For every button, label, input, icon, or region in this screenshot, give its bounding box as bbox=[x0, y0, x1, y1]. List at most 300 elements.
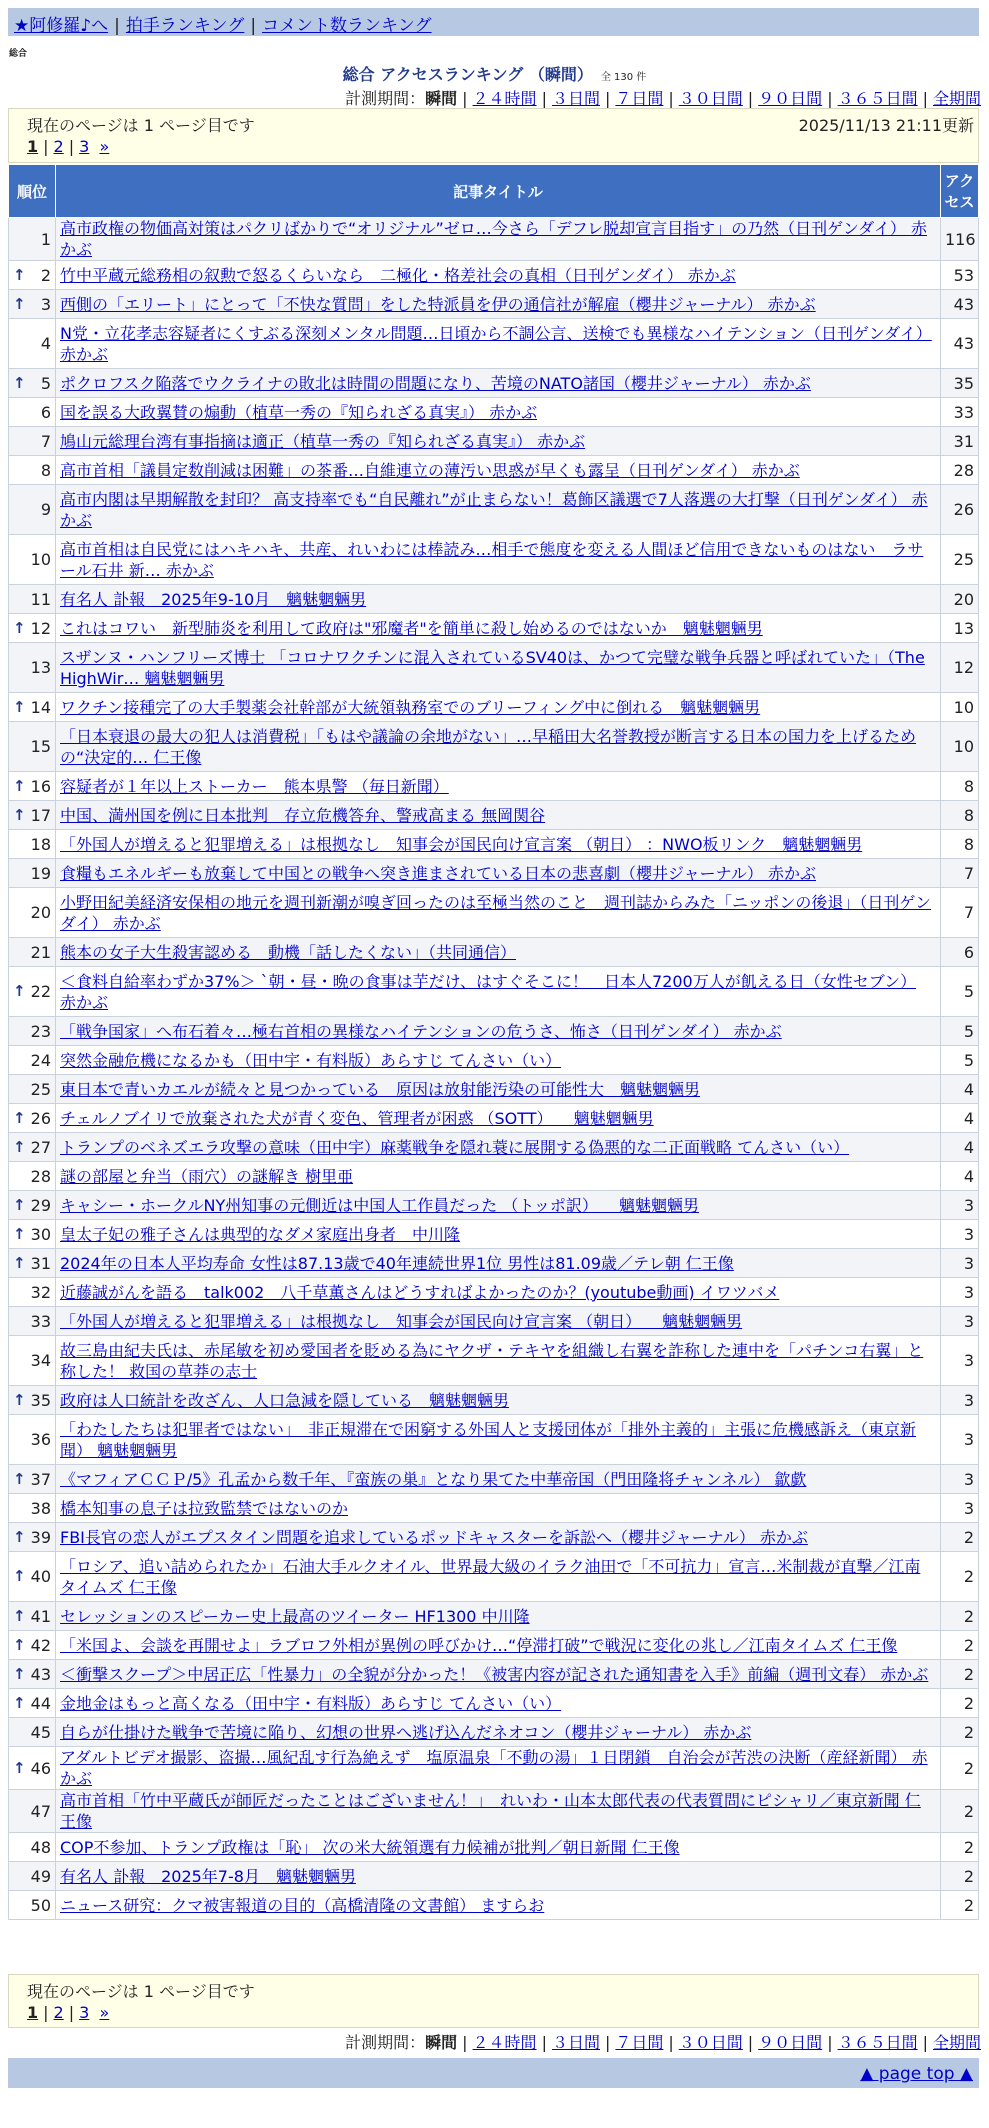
rank-cell bbox=[9, 614, 56, 643]
access-count: 28 bbox=[941, 456, 979, 485]
period-selector-bottom bbox=[345, 2030, 981, 2053]
home-link[interactable]: ★阿修羅♪へ bbox=[14, 16, 109, 36]
table-row bbox=[9, 1494, 979, 1523]
article-link[interactable]: チェルノブイリで放棄された犬が青く変色、管理者が困惑 （SOTT） 魑魅魍魎男 bbox=[60, 1108, 654, 1128]
article-link[interactable]: ニュース研究：クマ被害報道の目的（高橋清隆の文書館） ますらお bbox=[60, 1895, 545, 1915]
access-count: 6 bbox=[941, 938, 979, 967]
arrow-up-icon: ↑ bbox=[13, 805, 26, 824]
paging-box-bottom bbox=[8, 1974, 979, 2028]
title-cell bbox=[56, 290, 941, 319]
bottom-period-link[interactable]: ２４時間 bbox=[472, 2033, 537, 2052]
table-row bbox=[9, 859, 979, 888]
access-count: 3 bbox=[941, 1220, 979, 1249]
page-link[interactable]: 3 bbox=[79, 2003, 90, 2022]
rank-number: 46 bbox=[30, 1758, 51, 1778]
table-row bbox=[9, 938, 979, 967]
article-link[interactable]: 故三島由紀夫氏は、赤尾敏を初め愛国者を貶める為にヤクザ・テキヤを組織し右翼を詐称した連中を「パチンコ右翼」と称した！ 救国の草莽の志士 bbox=[60, 1340, 924, 1381]
rank-cell bbox=[9, 1631, 56, 1660]
access-count: 2 bbox=[941, 1689, 979, 1718]
article-link[interactable]: スザンヌ・ハンフリーズ博士 「コロナワクチンに混入されているSV40は、かつて完璧な戦争兵器と呼ばれていた」（The HighWir… 魑魅魍魎男 bbox=[60, 647, 925, 688]
article-link[interactable]: 食糧もエネルギーも放棄して中国との戦争へ突き進まされている日本の悲喜劇（櫻井ジャーナル） 赤かぶ bbox=[60, 863, 816, 883]
top-period-link[interactable]: 全期間 bbox=[932, 89, 981, 108]
access-count: 5 bbox=[941, 1017, 979, 1046]
rank-cell bbox=[9, 693, 56, 722]
arrow-up-icon: ↑ bbox=[13, 265, 26, 284]
article-link[interactable]: 「わたしたちは犯罪者ではない」 非正規滞在で困窮する外国人と支援団体が「排外主義的」主張に危機感訴え（東京新聞） 魑魅魍魎男 bbox=[60, 1419, 917, 1460]
article-link[interactable]: 高市政権の物価高対策はパクリばかりで“オリジナル”ゼロ…今さら「デフレ脱却宣言目指す」の乃然（日刊ゲンダイ） 赤かぶ bbox=[60, 219, 927, 259]
article-link[interactable]: 容疑者が１年以上ストーカー 熊本県警 （毎日新聞） bbox=[60, 776, 449, 796]
title-cell bbox=[56, 1046, 941, 1075]
title-header: 記事タイトル bbox=[56, 165, 941, 218]
access-count: 10 bbox=[941, 693, 979, 722]
rank-number: 40 bbox=[30, 1567, 51, 1586]
separator: | bbox=[668, 2033, 674, 2052]
title-cell bbox=[56, 1494, 941, 1523]
rank-number: 43 bbox=[30, 1664, 51, 1684]
table-row bbox=[9, 319, 979, 369]
article-link[interactable]: 2024年の日本人平均寿命 女性は87.13歳で40年連続世界1位 男性は81.09歳／テレ朝 仁王像 bbox=[60, 1253, 734, 1273]
table-row bbox=[9, 369, 979, 398]
rank-header: 順位 bbox=[9, 165, 56, 218]
arrow-up-icon: ↑ bbox=[13, 294, 26, 313]
title-cell bbox=[56, 585, 941, 614]
table-row bbox=[9, 1718, 979, 1747]
separator: | bbox=[43, 2003, 49, 2022]
article-link[interactable]: ワクチン接種完了の大手製薬会社幹部が大統領執務室でのブリーフィング中に倒れる 魑魅魍魎男 bbox=[60, 697, 761, 717]
bottom-period-link[interactable]: 全期間 bbox=[932, 2033, 981, 2052]
article-link[interactable]: 突然金融危機になるかも（田中宇・有料版）あらすじ てんさい（い） bbox=[60, 1050, 562, 1070]
rank-number: 11 bbox=[30, 589, 51, 609]
rank-number: 31 bbox=[30, 1253, 51, 1273]
article-link[interactable]: 「米国よ、会談を再開せよ」ラブロフ外相が異例の呼びかけ…“停滞打破”で戦況に変化の兆し／江南タイムズ 仁王像 bbox=[60, 1635, 898, 1655]
title-cell bbox=[56, 938, 941, 967]
bottom-period-link[interactable]: ３日間 bbox=[551, 2033, 600, 2052]
access-count: 20 bbox=[941, 585, 979, 614]
article-link[interactable]: N党・立花孝志容疑者にくすぶる深刻メンタル問題…日頃から不調公言、送検でも異様なハイテンション（日刊ゲンダイ） 赤かぶ bbox=[60, 323, 932, 364]
title-cell bbox=[56, 1747, 941, 1790]
spacer bbox=[89, 2003, 99, 2022]
article-link[interactable]: FBI長官の恋人がエプスタイン問題を追求しているポッドキャスターを訴訟へ（櫻井ジャーナル） 赤かぶ bbox=[60, 1527, 808, 1547]
rank-cell bbox=[9, 1689, 56, 1718]
period-label: 計測期間： bbox=[345, 2033, 426, 2052]
rank-number: 34 bbox=[30, 1351, 51, 1370]
title-cell bbox=[56, 1249, 941, 1278]
paging-box-top bbox=[8, 108, 979, 163]
article-link[interactable]: 皇太子妃の雅子さんは典型的なダメ家庭出身者 中川隆 bbox=[60, 1224, 461, 1244]
rank-cell bbox=[9, 967, 56, 1017]
page-link[interactable]: 2 bbox=[53, 2003, 64, 2022]
separator: | bbox=[922, 2033, 928, 2052]
table-row bbox=[9, 1689, 979, 1718]
rank-cell bbox=[9, 218, 56, 261]
spacer bbox=[89, 137, 99, 156]
article-link[interactable]: 熊本の女子大生殺害認める 動機「話したくない」（共同通信） bbox=[60, 942, 517, 962]
bottom-period-link[interactable]: ９０日間 bbox=[758, 2033, 823, 2052]
article-link[interactable]: アダルトビデオ撮影、盗撮…風紀乱す行為絶えず 塩原温泉「不動の湯」１日閉鎖 自治会が苦渋の決断（産経新聞） 赤かぶ bbox=[60, 1748, 928, 1788]
access-count: 2 bbox=[941, 1631, 979, 1660]
separator: | bbox=[541, 2033, 547, 2052]
article-link[interactable]: 鳩山元総理台湾有事指摘は適正（植草一秀の『知られざる真実』） 赤かぶ bbox=[60, 431, 586, 451]
title-cell bbox=[56, 427, 941, 456]
access-count: 5 bbox=[941, 967, 979, 1017]
title-cell bbox=[56, 1790, 941, 1833]
top-period-link[interactable]: ９０日間 bbox=[758, 89, 823, 108]
table-row bbox=[9, 643, 979, 693]
page-link[interactable]: 2 bbox=[53, 137, 64, 156]
rank-number: 48 bbox=[30, 1837, 51, 1857]
arrow-up-icon: ↑ bbox=[13, 1567, 26, 1585]
title-cell bbox=[56, 1689, 941, 1718]
arrow-up-icon: ↑ bbox=[13, 373, 26, 392]
access-count: 3 bbox=[941, 1465, 979, 1494]
rank-cell bbox=[9, 319, 56, 369]
separator: | bbox=[827, 2033, 833, 2052]
arrow-up-icon: ↑ bbox=[13, 618, 26, 637]
article-link[interactable]: 東日本で青いカエルが続々と見つかっている 原因は放射能汚染の可能性大 魑魅魍魎男 bbox=[60, 1079, 701, 1099]
rank-number: 41 bbox=[30, 1606, 51, 1626]
comment-ranking-link[interactable]: コメント数ランキング bbox=[262, 16, 432, 36]
table-row bbox=[9, 1162, 979, 1191]
title-cell bbox=[56, 1336, 941, 1386]
article-link[interactable]: 《マフィアＣＣＰ/5》孔孟から数千年、『蛮族の巣』となり果てた中華帝国（門田隆将チャンネル） 歙歔 bbox=[60, 1469, 807, 1489]
title-cell bbox=[56, 456, 941, 485]
table-header-row bbox=[9, 165, 979, 218]
top-period-link[interactable]: ２４時間 bbox=[472, 89, 537, 108]
article-link[interactable]: 高市首相は自民党にはハキハキ、共産、れいわには棒読み…相手で態度を変える人間ほど信用できないものはない ラサール石井 新… 赤かぶ bbox=[60, 539, 924, 580]
rank-number: 16 bbox=[30, 776, 51, 796]
separator: | bbox=[604, 2033, 611, 2052]
article-link[interactable]: 「戦争国家」へ布石着々…極右首相の異様なハイテンションの危うさ、怖さ（日刊ゲンダイ） 赤かぶ bbox=[60, 1021, 782, 1041]
arrow-up-icon: ↑ bbox=[13, 776, 26, 795]
title-cell bbox=[56, 218, 941, 261]
rank-number: 22 bbox=[30, 982, 51, 1001]
table-row bbox=[9, 830, 979, 859]
access-count: 2 bbox=[941, 1833, 979, 1862]
table-row bbox=[9, 614, 979, 643]
top-period-link[interactable]: ３０日間 bbox=[678, 89, 743, 108]
access-count: 3 bbox=[941, 1386, 979, 1415]
rank-cell bbox=[9, 1415, 56, 1465]
article-link[interactable]: 小野田紀美経済安保相の地元を週刊新潮が嗅ぎ回ったのは至極当然のこと 週刊誌からみた「ニッポンの後退」（日刊ゲンダイ） 赤かぶ bbox=[60, 892, 932, 933]
rank-cell bbox=[9, 1833, 56, 1862]
ranking-title: 総合 アクセスランキング （瞬間） bbox=[342, 65, 593, 84]
table-row bbox=[9, 1552, 979, 1602]
access-count: 2 bbox=[941, 1523, 979, 1552]
rank-number: 49 bbox=[30, 1866, 51, 1886]
separator: | bbox=[668, 89, 674, 108]
title-cell bbox=[56, 1386, 941, 1415]
article-link[interactable]: トランプのベネズエラ攻撃の意味（田中宇）麻薬戦争を隠れ蓑に展開する偽悪的な二正面戦略 てんさい（い） bbox=[60, 1137, 850, 1157]
access-count: 12 bbox=[941, 643, 979, 693]
table-row bbox=[9, 1075, 979, 1104]
article-link[interactable]: 「外国人が増えると犯罪増える」は根拠なし 知事会が国民向け宣言案 （朝日） 魑魅魍魎男 bbox=[60, 1311, 743, 1331]
title-cell bbox=[56, 1660, 941, 1689]
article-link[interactable]: 竹中平蔵元総務相の叙勲で怒るくらいなら 二極化・格差社会の真相（日刊ゲンダイ） 赤かぶ bbox=[60, 265, 736, 285]
arrow-up-icon: ↑ bbox=[13, 982, 26, 1000]
rank-cell bbox=[9, 369, 56, 398]
arrow-up-icon: ↑ bbox=[13, 1224, 26, 1243]
rank-number: 39 bbox=[30, 1527, 51, 1547]
article-link[interactable]: キャシー・ホークルNY州知事の元側近は中国人工作員だった （トッポ訳） 魑魅魍魎男 bbox=[60, 1195, 699, 1215]
title-cell bbox=[56, 1465, 941, 1494]
title-cell bbox=[56, 319, 941, 369]
title-cell bbox=[56, 1017, 941, 1046]
rank-cell bbox=[9, 1862, 56, 1891]
table-row bbox=[9, 1523, 979, 1552]
rank-cell bbox=[9, 1552, 56, 1602]
pager bbox=[27, 2003, 109, 2022]
rank-cell bbox=[9, 1278, 56, 1307]
article-link[interactable]: 金地金はもっと高くなる（田中宇・有料版）あらすじ てんさい（い） bbox=[60, 1693, 562, 1713]
rank-cell bbox=[9, 1718, 56, 1747]
rank-cell bbox=[9, 1162, 56, 1191]
rank-cell bbox=[9, 1494, 56, 1523]
title-cell bbox=[56, 830, 941, 859]
rank-cell bbox=[9, 1307, 56, 1336]
article-link[interactable]: 有名人 訃報 2025年7-8月 魑魅魍魎男 bbox=[60, 1866, 356, 1886]
rank-number: 19 bbox=[30, 863, 51, 883]
access-count: 43 bbox=[941, 319, 979, 369]
updated-timestamp: 2025/11/13 21:11更新 bbox=[798, 116, 974, 135]
rank-cell bbox=[9, 1891, 56, 1920]
access-count: 43 bbox=[941, 290, 979, 319]
access-count: 26 bbox=[941, 485, 979, 535]
table-row bbox=[9, 456, 979, 485]
arrow-up-icon: ↑ bbox=[13, 1253, 26, 1272]
rank-cell bbox=[9, 830, 56, 859]
separator: | bbox=[43, 137, 49, 156]
article-link[interactable]: ポクロフスク陥落でウクライナの敗北は時間の問題になり、苦境のNATO諸国（櫻井ジャーナル） 赤かぶ bbox=[60, 373, 811, 393]
rank-number: 6 bbox=[40, 402, 51, 422]
title-cell bbox=[56, 1133, 941, 1162]
title-cell bbox=[56, 485, 941, 535]
separator: | bbox=[922, 89, 928, 108]
table-row bbox=[9, 967, 979, 1017]
table-row bbox=[9, 1307, 979, 1336]
access-count: 35 bbox=[941, 369, 979, 398]
table-row bbox=[9, 1386, 979, 1415]
title-cell bbox=[56, 693, 941, 722]
ranking-table bbox=[8, 164, 979, 1920]
access-count: 2 bbox=[941, 1862, 979, 1891]
table-row bbox=[9, 1278, 979, 1307]
rank-number: 14 bbox=[30, 697, 51, 717]
article-link[interactable]: 中国、満州国を例に日本批判 存立危機答弁、警戒高まる 無岡関谷 bbox=[60, 805, 546, 825]
title-cell bbox=[56, 1631, 941, 1660]
title-cell bbox=[56, 1104, 941, 1133]
arrow-up-icon: ↑ bbox=[13, 1390, 26, 1409]
table-row bbox=[9, 427, 979, 456]
separator: | bbox=[68, 137, 75, 156]
access-count: 10 bbox=[941, 722, 979, 772]
table-row bbox=[9, 801, 979, 830]
rank-cell bbox=[9, 772, 56, 801]
title-cell bbox=[56, 261, 941, 290]
article-link[interactable]: 自らが仕掛けた戦争で苦境に陥り、幻想の世界へ逃げ込んだネオコン（櫻井ジャーナル） 赤かぶ bbox=[60, 1722, 752, 1742]
title-cell bbox=[56, 888, 941, 938]
bottom-period-link[interactable]: ３６５日間 bbox=[837, 2033, 918, 2052]
title-cell bbox=[56, 1220, 941, 1249]
access-count: 3 bbox=[941, 1249, 979, 1278]
access-count: 8 bbox=[941, 772, 979, 801]
arrow-up-icon: ↑ bbox=[13, 697, 26, 716]
rank-cell bbox=[9, 585, 56, 614]
article-link[interactable]: 高市内閣は早期解散を封印？ 高支持率でも“自民離れ”が止まらない！葛飾区議選で7人落選の大打撃（日刊ゲンダイ） 赤かぶ bbox=[60, 489, 928, 530]
footer-bar bbox=[8, 2058, 979, 2088]
rank-number: 26 bbox=[30, 1108, 51, 1128]
rank-cell bbox=[9, 1386, 56, 1415]
current-page-number: 1 bbox=[27, 2003, 39, 2022]
article-link[interactable]: セレッションのスピーカー史上最高のツイーター HF1300 中川隆 bbox=[60, 1606, 530, 1626]
article-link[interactable]: これはコワい 新型肺炎を利用して政府は"邪魔者"を簡単に殺し始めるのではないか 魑魅魍魎男 bbox=[60, 618, 763, 638]
access-count: 3 bbox=[941, 1415, 979, 1465]
article-link[interactable]: 国を誤る大政翼賛の煽動（植草一秀の『知られざる真実』） 赤かぶ bbox=[60, 402, 538, 422]
separator: | bbox=[462, 89, 468, 108]
rank-cell bbox=[9, 1191, 56, 1220]
access-count: 4 bbox=[941, 1104, 979, 1133]
separator: | bbox=[747, 2033, 754, 2052]
table-row bbox=[9, 1191, 979, 1220]
rank-number: 18 bbox=[30, 834, 51, 854]
top-period-link[interactable]: ３６５日間 bbox=[837, 89, 918, 108]
article-link[interactable]: 「ロシア、追い詰められたか」石油大手ルクオイル、世界最大級のイラク油田で「不可抗力」宣言…米制裁が直撃／江南タイムズ 仁王像 bbox=[60, 1556, 921, 1597]
rank-cell bbox=[9, 1133, 56, 1162]
title-cell bbox=[56, 1862, 941, 1891]
arrow-up-icon: ↑ bbox=[13, 1469, 26, 1488]
access-count: 25 bbox=[941, 535, 979, 585]
title-cell bbox=[56, 614, 941, 643]
table-row bbox=[9, 1660, 979, 1689]
article-link[interactable]: 有名人 訃報 2025年9-10月 魑魅魍魎男 bbox=[60, 589, 367, 609]
rank-number: 7 bbox=[40, 431, 51, 451]
rank-cell bbox=[9, 1790, 56, 1833]
rank-cell bbox=[9, 938, 56, 967]
table-row bbox=[9, 585, 979, 614]
separator: | bbox=[68, 2003, 75, 2022]
title-cell bbox=[56, 801, 941, 830]
table-row bbox=[9, 1415, 979, 1465]
title-cell bbox=[56, 1191, 941, 1220]
separator: | bbox=[114, 16, 120, 36]
rank-cell bbox=[9, 1046, 56, 1075]
access-count: 2 bbox=[941, 1747, 979, 1790]
article-link[interactable]: ＜衝撃スクープ＞中居正広「性暴力」の全貌が分かった！《被害内容が記された通知書を入手》前編（週刊文春） 赤かぶ bbox=[60, 1664, 929, 1684]
access-count: 33 bbox=[941, 398, 979, 427]
rank-cell bbox=[9, 290, 56, 319]
next-page-link[interactable]: » bbox=[99, 137, 110, 156]
rank-number: 47 bbox=[30, 1801, 51, 1821]
table-row bbox=[9, 722, 979, 772]
article-link[interactable]: 西側の「エリート」にとって「不快な質問」をした特派員を伊の通信社が解雇（櫻井ジャーナル） 赤かぶ bbox=[60, 294, 816, 314]
title-cell bbox=[56, 1415, 941, 1465]
rank-cell bbox=[9, 1075, 56, 1104]
article-link[interactable]: ＜食料自給率わずか37%＞ `朝・昼・晩の食事は芋だけ、はすぐそこに！ 日本人7200万人が飢える日（女性セブン） 赤かぶ bbox=[60, 971, 917, 1012]
table-row bbox=[9, 1133, 979, 1162]
rank-number: 25 bbox=[30, 1079, 51, 1099]
title-cell bbox=[56, 1718, 941, 1747]
page-top-link[interactable]: ▲ page top ▲ bbox=[860, 2064, 973, 2084]
article-link[interactable]: 近藤誠がんを語る talk002 八千草薫さんはどうすればよかったのか？(youtube動画) イワツバメ bbox=[60, 1282, 780, 1302]
article-link[interactable]: 「日本衰退の最大の犯人は消費税」「もはや議論の余地がない」…早稲田大名誉教授が断言する日本の国力を上げるための“決定的… 仁王像 bbox=[60, 726, 917, 767]
arrow-up-icon: ↑ bbox=[13, 1758, 26, 1777]
rank-number: 35 bbox=[30, 1390, 51, 1410]
access-count: 116 bbox=[941, 218, 979, 261]
title-cell bbox=[56, 1278, 941, 1307]
rank-cell bbox=[9, 1104, 56, 1133]
top-period-link[interactable]: ３日間 bbox=[551, 89, 600, 108]
rank-cell bbox=[9, 1465, 56, 1494]
arrow-up-icon: ↑ bbox=[13, 1664, 26, 1683]
separator: | bbox=[250, 16, 257, 36]
rank-cell bbox=[9, 888, 56, 938]
access-count: 8 bbox=[941, 830, 979, 859]
title-cell bbox=[56, 967, 941, 1017]
separator: | bbox=[462, 2033, 468, 2052]
article-link[interactable]: 「外国人が増えると犯罪増える」は根拠なし 知事会が国民向け宣言案 （朝日） ：NWO板リンク 魑魅魍魎男 bbox=[60, 834, 863, 854]
rank-number: 36 bbox=[30, 1430, 51, 1449]
rank-number: 3 bbox=[40, 294, 51, 314]
table-row bbox=[9, 535, 979, 585]
table-row bbox=[9, 1602, 979, 1631]
article-link[interactable]: 政府は人口統計を改ざん、人口急減を隠している 魑魅魍魎男 bbox=[60, 1390, 509, 1410]
rank-cell bbox=[9, 535, 56, 585]
table-row bbox=[9, 888, 979, 938]
title-cell bbox=[56, 535, 941, 585]
table-row bbox=[9, 1833, 979, 1862]
table-row bbox=[9, 1631, 979, 1660]
rank-number: 30 bbox=[30, 1224, 51, 1244]
table-row bbox=[9, 693, 979, 722]
article-link[interactable]: 謎の部屋と弁当（雨穴）の謎解き 樹里亜 bbox=[60, 1166, 354, 1186]
title-cell bbox=[56, 1833, 941, 1862]
article-link[interactable]: COP不参加、トランプ政権は「恥」 次の米大統領選有力候補が批判／朝日新聞 仁王像 bbox=[60, 1837, 680, 1857]
table-row bbox=[9, 218, 979, 261]
period-current: 瞬間 bbox=[425, 2033, 458, 2052]
current-page-number: 1 bbox=[27, 137, 39, 156]
article-link[interactable]: 高市首相「議員定数削減は困難」の茶番…自維連立の薄汚い思惑が早くも露呈（日刊ゲンダイ） 赤かぶ bbox=[60, 460, 800, 480]
bottom-period-link[interactable]: ７日間 bbox=[615, 2033, 664, 2052]
table-row bbox=[9, 1336, 979, 1386]
rank-cell bbox=[9, 1249, 56, 1278]
access-header: アクセス bbox=[941, 165, 979, 218]
access-count: 3 bbox=[941, 1191, 979, 1220]
table-row bbox=[9, 398, 979, 427]
bottom-period-link[interactable]: ３０日間 bbox=[678, 2033, 743, 2052]
category-label: 総合 bbox=[9, 49, 28, 59]
top-period-link[interactable]: ７日間 bbox=[615, 89, 664, 108]
title-cell bbox=[56, 1162, 941, 1191]
title-cell bbox=[56, 1891, 941, 1920]
table-row bbox=[9, 1046, 979, 1075]
rank-cell bbox=[9, 859, 56, 888]
article-link[interactable]: 高市首相「竹中平蔵氏が師匠だったことはございません！」 れいわ・山本太郎代表の代表質問にピシャリ／東京新聞 仁王像 bbox=[60, 1791, 921, 1831]
rank-number: 4 bbox=[40, 334, 51, 353]
rank-cell bbox=[9, 261, 56, 290]
rank-cell bbox=[9, 722, 56, 772]
clap-ranking-link[interactable]: 拍手ランキング bbox=[125, 16, 245, 36]
page-link[interactable]: 3 bbox=[79, 137, 90, 156]
rank-number: 23 bbox=[30, 1021, 51, 1041]
rank-number: 28 bbox=[30, 1166, 51, 1186]
title-cell bbox=[56, 369, 941, 398]
access-count: 4 bbox=[941, 1162, 979, 1191]
rank-number: 27 bbox=[30, 1137, 51, 1157]
next-page-link[interactable]: » bbox=[99, 2003, 110, 2022]
rank-cell bbox=[9, 1336, 56, 1386]
rank-cell bbox=[9, 1747, 56, 1790]
arrow-up-icon: ↑ bbox=[13, 1137, 26, 1156]
article-link[interactable]: 橋本知事の息子は拉致監禁ではないのか bbox=[60, 1498, 349, 1518]
